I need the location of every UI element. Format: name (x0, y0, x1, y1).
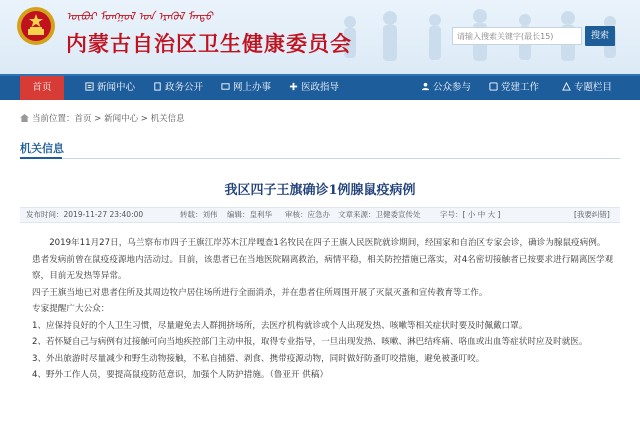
nav-item-public-participation[interactable] (414, 76, 478, 100)
paragraph: 2019年11月27日，乌兰察布市四子王旗江岸苏木江岸嘎查1名牧民在四子王旗人民医院就诊期间，经国家和自治区专家会诊，确诊为腺鼠疫病例。患者发病前曾在鼠疫疫源地内活动过。目前，该患者已在当地医院隔离救治，病情平稳，相关防控措施已落实，对4名密切接触者已按要求进行隔离医学观察，目前无发热等异常。 (32, 238, 614, 281)
nav-item-news[interactable] (78, 76, 142, 100)
nav-item-medical-guidance[interactable] (282, 76, 346, 100)
nav-item-special-topics[interactable] (552, 76, 622, 100)
breadcrumb-separator: > (140, 114, 148, 124)
site-title[interactable]: 内蒙古自治区卫生健康委员会 (66, 32, 352, 56)
nav-item-label: 党建工作 (500, 82, 539, 93)
nav-item-label: 新闻中心 (96, 82, 135, 93)
nav-item-party-building[interactable] (482, 76, 546, 100)
paragraph: 专家提醒广大公众： (32, 304, 110, 314)
article-title: 我区四子王旗确诊1例腺鼠疫病例 (224, 183, 416, 198)
section-accent (20, 157, 62, 159)
reviewer: 审核：应急办 (285, 210, 330, 219)
topic-icon (562, 82, 571, 91)
paragraph: 四子王旗当地已对患者住所及其周边牧户居住场所进行全面消杀，并在患者住所周围开展了灭鼠灭蚤和宣传教育等工作。 (32, 287, 488, 298)
breadcrumb-separator: > (94, 114, 102, 124)
party-icon (489, 82, 498, 91)
nav-item-label: 医政指导 (300, 82, 339, 93)
breadcrumb (20, 112, 185, 124)
home-icon (20, 114, 29, 122)
search-button[interactable]: 搜索 (585, 26, 615, 46)
main-nav (0, 74, 640, 100)
nav-item-home[interactable] (20, 76, 64, 100)
section-divider (20, 158, 620, 159)
nav-item-label: 首页 (32, 82, 52, 93)
doc-icon (153, 82, 162, 91)
report-error-link[interactable]: [我要纠错] (574, 210, 610, 219)
breadcrumb-item-home[interactable]: 首页 (74, 114, 92, 124)
people-icon (421, 82, 430, 91)
breadcrumb-item-news[interactable]: 新闻中心 (104, 114, 139, 124)
paragraph: 3、外出旅游时尽量减少和野生动物接触，不私自捕猎、剥食、携带疫源动物，同时做好防蚤叮咬措施，避免被蚤叮咬。 (32, 353, 485, 364)
nav-item-gov-affairs[interactable] (146, 76, 210, 100)
paragraph: 4、野外工作人员，要提高鼠疫防范意识，加强个人防护措施。（鲁亚开 供稿） (32, 370, 329, 380)
nav-item-online-service[interactable] (214, 76, 278, 100)
breadcrumb-label: 当前位置： (32, 114, 75, 124)
medical-icon (289, 82, 298, 91)
reprint-author: 转载：刘伟 (180, 210, 218, 219)
article-body (32, 235, 614, 384)
national-emblem-logo (16, 6, 56, 46)
nav-item-label: 专题栏目 (573, 82, 612, 93)
nav-item-label: 网上办事 (232, 82, 271, 93)
site-header (0, 0, 640, 74)
service-icon (221, 82, 230, 91)
paragraph: 1、应保持良好的个人卫生习惯，尽量避免去人群拥挤场所，去医疗机构就诊或个人出现发热、咳嗽等相关症状时要及时佩戴口罩。 (32, 320, 528, 331)
paragraph: 2、若怀疑自己与病例有过接触可向当地疾控部门主动申报，取得专业指导，一旦出现发热、咳嗽、淋巴结疼痛、咯血或出血等症状时应及时就医。 (32, 337, 588, 347)
font-size-control[interactable]: 字号：[ 小 中 大 ] (440, 210, 501, 219)
section-title: 机关信息 (20, 142, 64, 155)
search-input[interactable]: 请输入搜索关键字(最长15) (452, 27, 582, 45)
nav-item-label: 公众参与 (432, 82, 471, 93)
editor: 编辑：皇利华 (227, 210, 272, 219)
mongolian-title: ᠥᠪᠦᠷ ᠮᠣᠩᠭᠣᠯ ᠤᠨ ᠡᠷᠡᠭᠦᠯ ᠮᠡᠨᠳᠦ (66, 10, 213, 23)
publish-date: 发布时间：2019-11-27 23:40:00 (26, 210, 144, 219)
news-icon (85, 82, 94, 91)
article-meta-bar (20, 207, 620, 223)
article-source: 文章来源：卫健委宣传处 (338, 210, 421, 219)
nav-item-label: 政务公开 (164, 82, 203, 93)
breadcrumb-item-agency-info[interactable]: 机关信息 (150, 114, 185, 124)
